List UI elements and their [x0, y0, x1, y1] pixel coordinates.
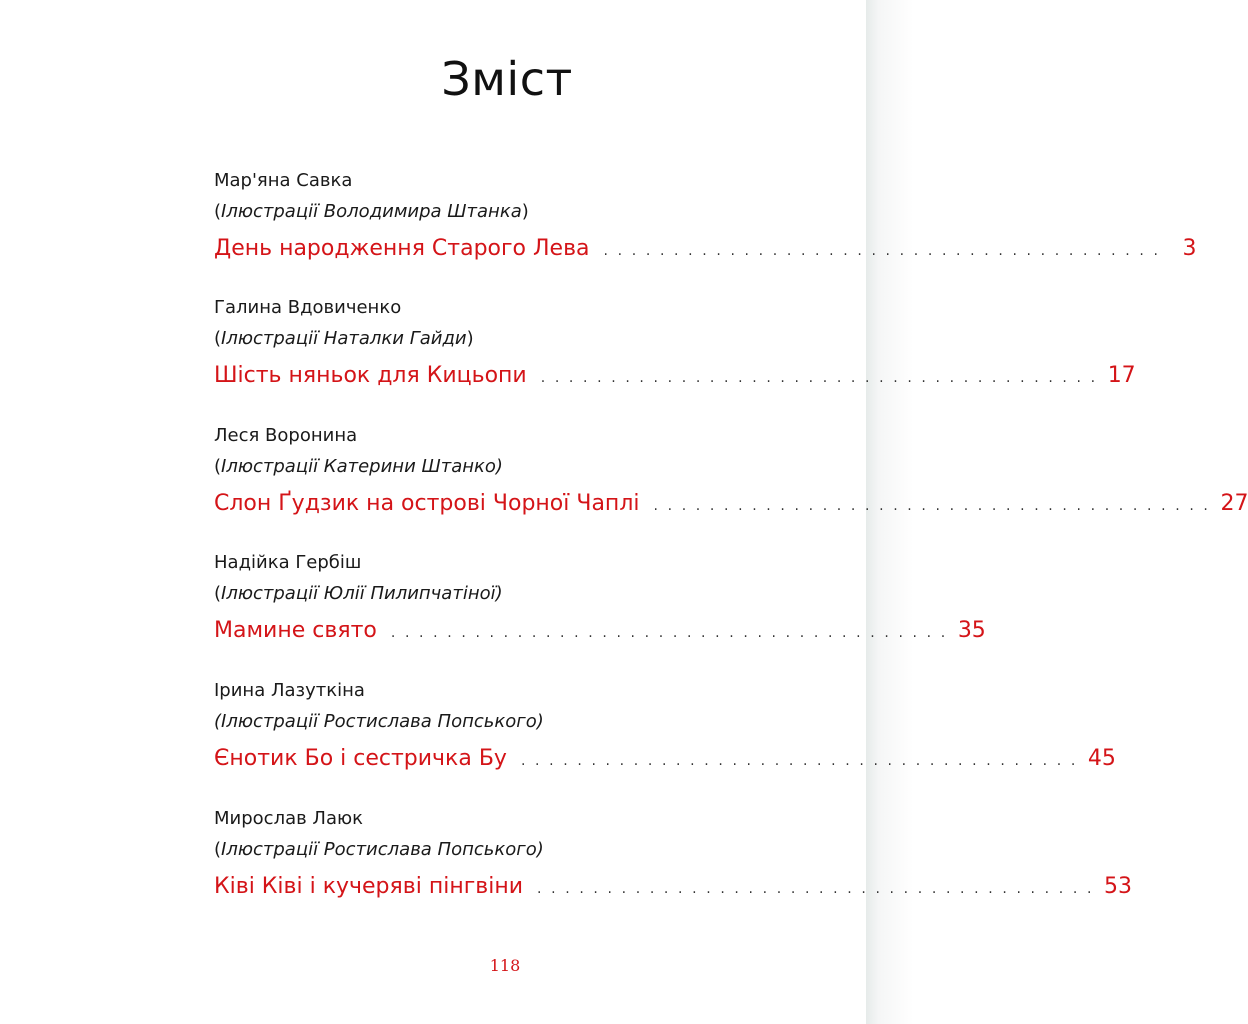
dot-leader: . . . . . . . . . . . . . . . . . . . . . . . . . . . . . . . . . . . . . . . .: [603, 243, 1161, 259]
toc-entry: [214, 296, 1136, 392]
illustrator-text: Ілюстрації Юлії Пилипчатіної): [221, 583, 503, 604]
entry-illustrator: [214, 710, 794, 734]
entry-illustrator: [214, 200, 794, 224]
illustrator-text: Ілюстрації Наталки Гайди: [221, 328, 467, 349]
dot-leader: . . . . . . . . . . . . . . . . . . . . . . . . . . . . . . . . . . . . . . . .: [537, 881, 1094, 897]
entry-author: Надійка Гербіш: [214, 552, 362, 573]
dot-leader: . . . . . . . . . . . . . . . . . . . . . . . . . . . . . . . . . . . . . . . .: [390, 625, 948, 641]
illustrator-open-paren: (: [214, 456, 222, 477]
toc-entry: [214, 424, 1248, 520]
entry-illustrator: [214, 838, 794, 862]
page-number: 118: [489, 956, 521, 975]
illustrator-text: Ілюстрації Ростислава Попського): [221, 839, 544, 860]
illustrator-open-paren: (: [214, 201, 222, 222]
entry-story-link[interactable]: [214, 871, 1132, 903]
entry-author: Галина Вдовиченко: [214, 297, 402, 318]
story-title: День народження Старого Лева: [214, 236, 590, 261]
illustrator-text: (Ілюстрації Ростислава Попського): [214, 711, 544, 732]
entry-story-link[interactable]: [214, 233, 1197, 265]
story-title: Ківі Ківі і кучеряві пінгвіни: [214, 874, 524, 899]
entry-story-link[interactable]: [214, 488, 1248, 520]
entry-story-link[interactable]: [214, 360, 1136, 392]
entry-author: Мирослав Лаюк: [214, 808, 364, 829]
illustrator-open-paren: (: [214, 328, 222, 349]
story-page-number: 53: [1104, 874, 1132, 899]
story-page-number: 3: [1182, 236, 1197, 261]
story-page-number: 17: [1107, 363, 1136, 388]
illustrator-close-paren: ): [521, 201, 529, 222]
story-page-number: 45: [1087, 746, 1116, 771]
story-title: Слон Ґудзик на острові Чорної Чаплі: [214, 491, 640, 516]
entry-illustrator: [214, 327, 794, 351]
toc-entry: [214, 807, 1132, 903]
illustrator-open-paren: (: [214, 839, 222, 860]
story-page-number: 27: [1220, 491, 1248, 516]
entry-author: Ірина Лазуткіна: [214, 680, 365, 701]
entry-illustrator: [214, 582, 794, 606]
page-title: Зміст: [441, 52, 573, 106]
toc-entry: [214, 169, 1197, 265]
dot-leader: . . . . . . . . . . . . . . . . . . . . . . . . . . . . . . . . . . . . . . . .: [520, 753, 1078, 769]
story-title: Єнотик Бо і сестричка Бу: [214, 746, 507, 771]
toc-entry: [214, 551, 986, 647]
illustrator-open-paren: (: [214, 583, 222, 604]
story-page-number: 35: [957, 618, 986, 643]
illustrator-close-paren: ): [466, 328, 474, 349]
entry-illustrator: [214, 455, 794, 479]
entry-story-link[interactable]: [214, 743, 1116, 775]
illustrator-text: Ілюстрації Катерини Штанко): [221, 456, 503, 477]
illustrator-text: Ілюстрації Володимира Штанка: [221, 201, 522, 222]
toc-entry: [214, 679, 1116, 775]
entry-author: Мар'яна Савка: [214, 170, 353, 191]
entry-story-link[interactable]: [214, 615, 986, 647]
story-title: Шість няньок для Кицьопи: [214, 363, 527, 388]
entry-author: Леся Воронина: [214, 425, 358, 446]
story-title: Мамине свято: [214, 618, 377, 643]
dot-leader: . . . . . . . . . . . . . . . . . . . . . . . . . . . . . . . . . . . . . . . .: [540, 370, 1098, 386]
dot-leader: . . . . . . . . . . . . . . . . . . . . . . . . . . . . . . . . . . . . . . . .: [653, 498, 1211, 514]
